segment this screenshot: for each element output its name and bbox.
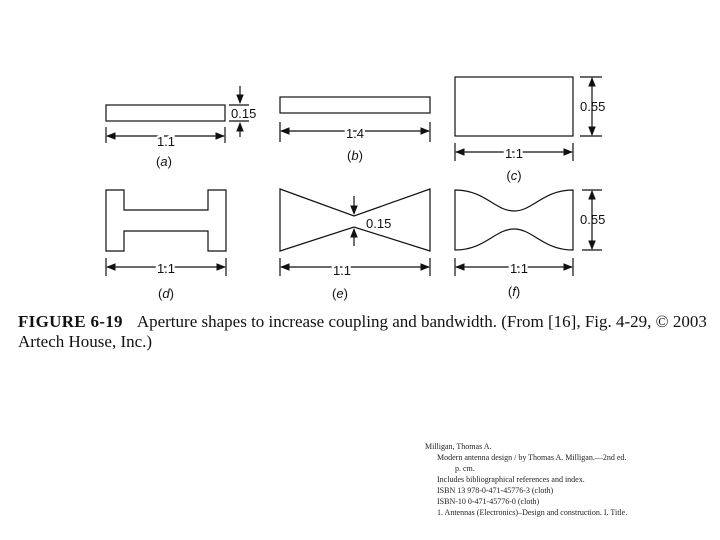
shape-e-height-label: 0.15: [366, 216, 392, 231]
shape-e-caption: (e): [332, 286, 348, 301]
shape-a-caption: (a): [156, 154, 172, 169]
shape-e-width-label: 1.1: [332, 263, 352, 278]
shape-b-outline: [280, 97, 430, 113]
shape-d-outline: [106, 190, 226, 251]
shape-a-width-label: 1.1: [156, 134, 176, 149]
cip-author: Milligan, Thomas A.: [425, 442, 492, 451]
shape-c-width-label: 1.1: [504, 146, 524, 161]
figure-caption: [18, 312, 708, 352]
shape-f-caption: (f): [507, 284, 521, 299]
shape-e: [280, 189, 430, 276]
shape-b-width-label: 1.4: [345, 126, 365, 141]
figure-number: FIGURE 6-19: [18, 312, 123, 331]
shape-a-outline: [106, 105, 225, 121]
cip-catalog-record: [425, 441, 715, 518]
shape-c-caption: (c): [506, 168, 522, 183]
shape-d-caption: (d): [158, 286, 174, 301]
cip-title: Modern antenna design / by Thomas A. Milligan.—2nd ed.: [437, 453, 627, 462]
shape-c-height-label: 0.55: [580, 99, 606, 114]
cip-isbn13: ISBN 13 978-0-471-45776-3 (cloth): [437, 486, 554, 495]
figure-caption-text: Aperture shapes to increase coupling and bandwidth. (From [16], Fig. 4-29, © 2003 Artech House, Inc.): [18, 312, 707, 351]
shape-f-height-label: 0.55: [580, 212, 606, 227]
cip-subjects: 1. Antennas (Electronics)–Design and construction. I. Title.: [437, 508, 628, 517]
shape-f: [455, 190, 602, 276]
cip-bibliography-note: Includes bibliographical references and index.: [437, 475, 585, 484]
shape-c: [455, 77, 602, 161]
shape-e-outline: [280, 189, 430, 251]
shape-a-height-label: 0.15: [231, 106, 257, 121]
shape-d-width-label: 1.1: [156, 261, 176, 276]
shape-a: [106, 86, 249, 143]
shape-f-outline: [455, 190, 573, 250]
shape-f-width-label: 1.1: [509, 261, 529, 276]
cip-isbn10: ISBN-10 0-471-45776-0 (cloth): [437, 497, 540, 506]
shape-b-caption: (b): [347, 148, 363, 163]
shape-c-outline: [455, 77, 573, 136]
cip-pagination: p. cm.: [455, 464, 475, 473]
